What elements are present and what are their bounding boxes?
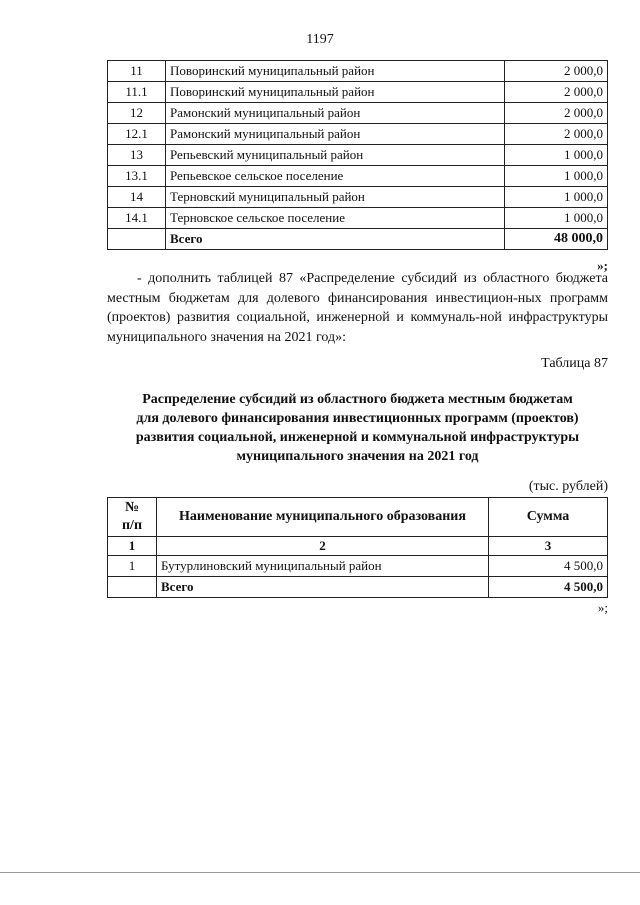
municipality-name: Терновский муниципальный район [166,187,505,208]
total-row [108,229,608,250]
table-row [108,145,608,166]
table-title [107,390,608,466]
subsidy-amount: 1 000,0 [505,166,608,187]
amendment-paragraph [107,269,608,347]
amendment-text: - дополнить таблицей 87 «Распределение субсидий из областного бюджета местным бюджетам для долевого финансирования инвестицион-ных программ (проектов) развития социальной, инженерной и коммуналь-ной инфраструктуры муниципального значения на 2021 год»: [107,271,608,345]
header-sum: Сумма [489,498,608,537]
row-number: 11 [108,61,166,82]
subsidy-amount: 1 000,0 [505,187,608,208]
table-row [108,124,608,145]
row-number: 1 [108,556,157,577]
table-title-line: муниципального значения на 2021 год [236,449,479,464]
row-number [108,229,166,250]
row-number: 14 [108,187,166,208]
table-row [108,103,608,124]
subsidy-amount: 2 000,0 [505,61,608,82]
municipality-name: Репьевский муниципальный район [166,145,505,166]
table-title-line: для долевого финансирования инвестиционных программ (проектов) [136,411,579,426]
subsidy-amount: 1 000,0 [505,208,608,229]
total-amount: 48 000,0 [505,229,608,250]
municipality-name: Терновское сельское поселение [166,208,505,229]
row-number: 12.1 [108,124,166,145]
total-label: Всего [157,577,489,598]
header-number-symbol: № [124,500,140,515]
table-row [108,82,608,103]
subsidy-amount: 2 000,0 [505,82,608,103]
row-number: 14.1 [108,208,166,229]
subsidy-amount: 2 000,0 [505,103,608,124]
row-number: 13.1 [108,166,166,187]
subsidy-table-87 [107,497,608,598]
table-caption: Таблица 87 [541,356,608,371]
header-number-abbrev: п/п [121,518,143,533]
row-number: 11.1 [108,82,166,103]
units-label: (тыс. рублей) [528,479,608,494]
column-index: 3 [489,537,608,556]
subsidy-amount: 4 500,0 [489,556,608,577]
table-row [108,166,608,187]
municipality-name: Рамонский муниципальный район [166,124,505,145]
page-number: 1197 [306,32,334,47]
municipality-name: Поворинский муниципальный район [166,61,505,82]
table-header-row [108,498,608,537]
header-municipality-name: Наименование муниципального образования [157,498,489,537]
municipality-name: Репьевское сельское поселение [166,166,505,187]
municipality-name: Рамонский муниципальный район [166,103,505,124]
table-row [108,208,608,229]
closing-quote-mark: »; [597,258,608,273]
column-index: 2 [157,537,489,556]
total-row [108,577,608,598]
table-row [108,556,608,577]
table-title-line: Распределение субсидий из областного бюджета местным бюджетам [142,392,573,407]
row-number [108,577,157,598]
table-title-line: развития социальной, инженерной и коммунальной инфраструктуры [135,430,580,445]
row-number: 13 [108,145,166,166]
municipal-subsidy-table-continued [107,60,608,250]
closing-quote-mark: »; [597,600,608,615]
header-number [108,498,157,537]
total-label: Всего [166,229,505,250]
row-number: 12 [108,103,166,124]
municipality-name: Поворинский муниципальный район [166,82,505,103]
subsidy-amount: 2 000,0 [505,124,608,145]
total-amount: 4 500,0 [489,577,608,598]
municipality-name: Бутурлиновский муниципальный район [157,556,489,577]
subsidy-amount: 1 000,0 [505,145,608,166]
column-index-row [108,537,608,556]
table-row [108,61,608,82]
column-index: 1 [108,537,157,556]
footer-divider [0,872,640,873]
table-row [108,187,608,208]
